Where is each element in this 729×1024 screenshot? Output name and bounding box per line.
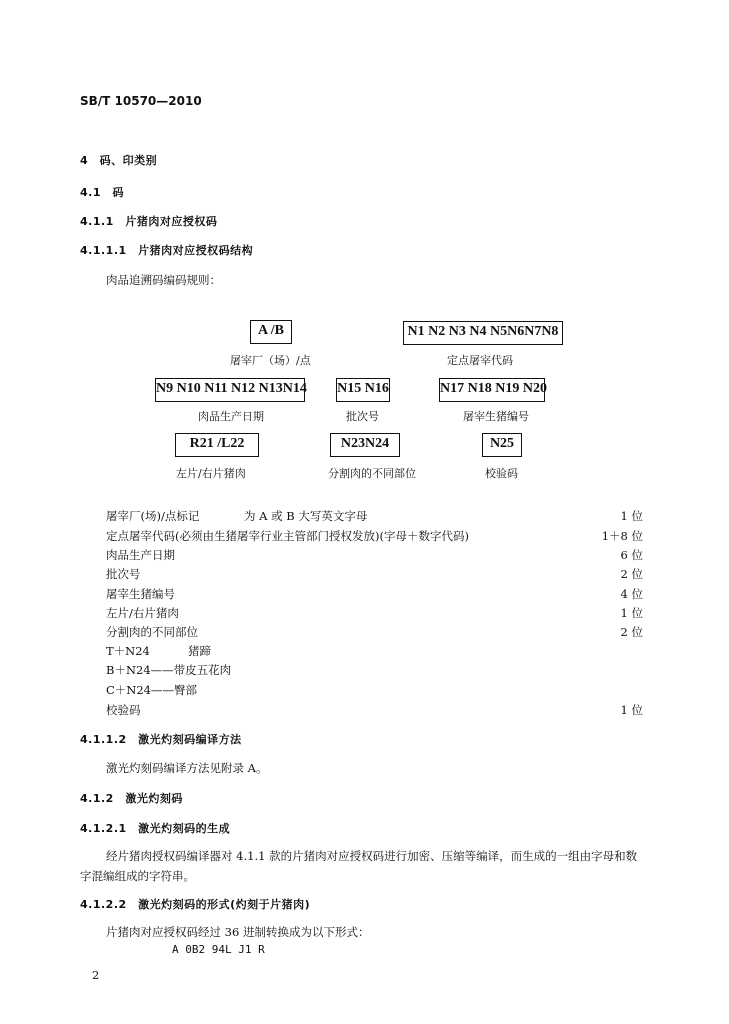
section-4-1-2-1-heading: 4.1.2.1 激光灼刻码的生成 bbox=[80, 822, 231, 835]
caption-cut-part: 分割肉的不同部位 bbox=[328, 467, 416, 480]
table-row-label: B＋N24——带皮五花肉 bbox=[106, 663, 232, 677]
section-4-1-heading: 4.1 码 bbox=[80, 186, 124, 199]
caption-left-right: 左片/右片猪肉 bbox=[176, 467, 246, 480]
section-4-heading: 4 码、印类别 bbox=[80, 154, 158, 167]
table-row-size: 1 位 bbox=[620, 509, 643, 523]
table-row-label: 批次号 bbox=[106, 567, 141, 581]
code-box-production-date: N9 N10 N11 N12 N13N14 bbox=[155, 378, 305, 402]
page-number: 2 bbox=[92, 968, 100, 982]
table-row-size: 1 位 bbox=[620, 703, 643, 717]
table-row-desc: 猪蹄 bbox=[188, 644, 211, 658]
caption-pig-number: 屠宰生猪编号 bbox=[463, 410, 529, 423]
caption-batch: 批次号 bbox=[346, 410, 379, 423]
caption-check: 校验码 bbox=[485, 467, 518, 480]
caption-slaughter-code: 定点屠宰代码 bbox=[447, 354, 513, 367]
code-box-left-right: R21 /L22 bbox=[175, 433, 259, 457]
table-row-size: 1＋8 位 bbox=[601, 529, 643, 543]
table-row-label: 屠宰厂(场)/点标记 bbox=[106, 509, 200, 523]
table-row-label: T＋N24 bbox=[106, 644, 150, 658]
section-4-1-1-1-heading: 4.1.1.1 片猪肉对应授权码结构 bbox=[80, 244, 254, 257]
table-row-label: 肉品生产日期 bbox=[106, 548, 175, 562]
code-box-factory: A /B bbox=[250, 320, 292, 344]
section-4-1-1-heading: 4.1.1 片猪肉对应授权码 bbox=[80, 215, 218, 228]
code-example: A 0B2 94L J1 R bbox=[172, 943, 265, 956]
table-row-label: 校验码 bbox=[106, 703, 141, 717]
table-row-label: 分割肉的不同部位 bbox=[106, 625, 198, 639]
table-row-desc: 为 A 或 B 大写英文字母 bbox=[244, 509, 368, 523]
table-row-label: C＋N24——臀部 bbox=[106, 683, 197, 697]
code-box-slaughter-code: N1 N2 N3 N4 N5N6N7N8 bbox=[403, 321, 563, 345]
standard-number: SB/T 10570—2010 bbox=[80, 94, 202, 108]
method-paragraph: 激光灼刻码编译方法见附录 A。 bbox=[106, 761, 268, 775]
table-row-size: 6 位 bbox=[620, 548, 643, 562]
table-row-size: 4 位 bbox=[620, 587, 643, 601]
section-4-1-2-heading: 4.1.2 激光灼刻码 bbox=[80, 792, 183, 805]
table-row-label: 屠宰生猪编号 bbox=[106, 587, 175, 601]
code-box-batch: N15 N16 bbox=[336, 378, 390, 402]
table-row-size: 1 位 bbox=[620, 606, 643, 620]
section-4-1-2-2-heading: 4.1.2.2 激光灼刻码的形式(灼刻于片猪肉) bbox=[80, 898, 311, 911]
section-4-1-1-2-heading: 4.1.1.2 激光灼刻码编译方法 bbox=[80, 733, 242, 746]
form-paragraph: 片猪肉对应授权码经过 36 进制转换成为以下形式： bbox=[106, 925, 370, 939]
table-row-size: 2 位 bbox=[620, 625, 643, 639]
table-row-label: 定点屠宰代码(必须由生猪屠宰行业主管部门授权发放)(字母＋数字代码) bbox=[106, 529, 469, 543]
generation-paragraph: 经片猪肉授权码编译器对 4.1.1 款的片猪肉对应授权码进行加密、压缩等编译，而生成的一组由字母和数字混编组成的字符串。 bbox=[80, 849, 638, 883]
caption-factory: 屠宰厂（场）/点 bbox=[230, 354, 311, 367]
intro-text: 肉品追溯码编码规则： bbox=[106, 273, 221, 287]
table-row-label: 左片/右片猪肉 bbox=[106, 606, 179, 620]
caption-production-date: 肉品生产日期 bbox=[198, 410, 264, 423]
code-box-pig-number: N17 N18 N19 N20 bbox=[439, 378, 545, 402]
code-box-cut-part: N23N24 bbox=[330, 433, 400, 457]
table-row-size: 2 位 bbox=[620, 567, 643, 581]
code-box-check: N25 bbox=[482, 433, 522, 457]
